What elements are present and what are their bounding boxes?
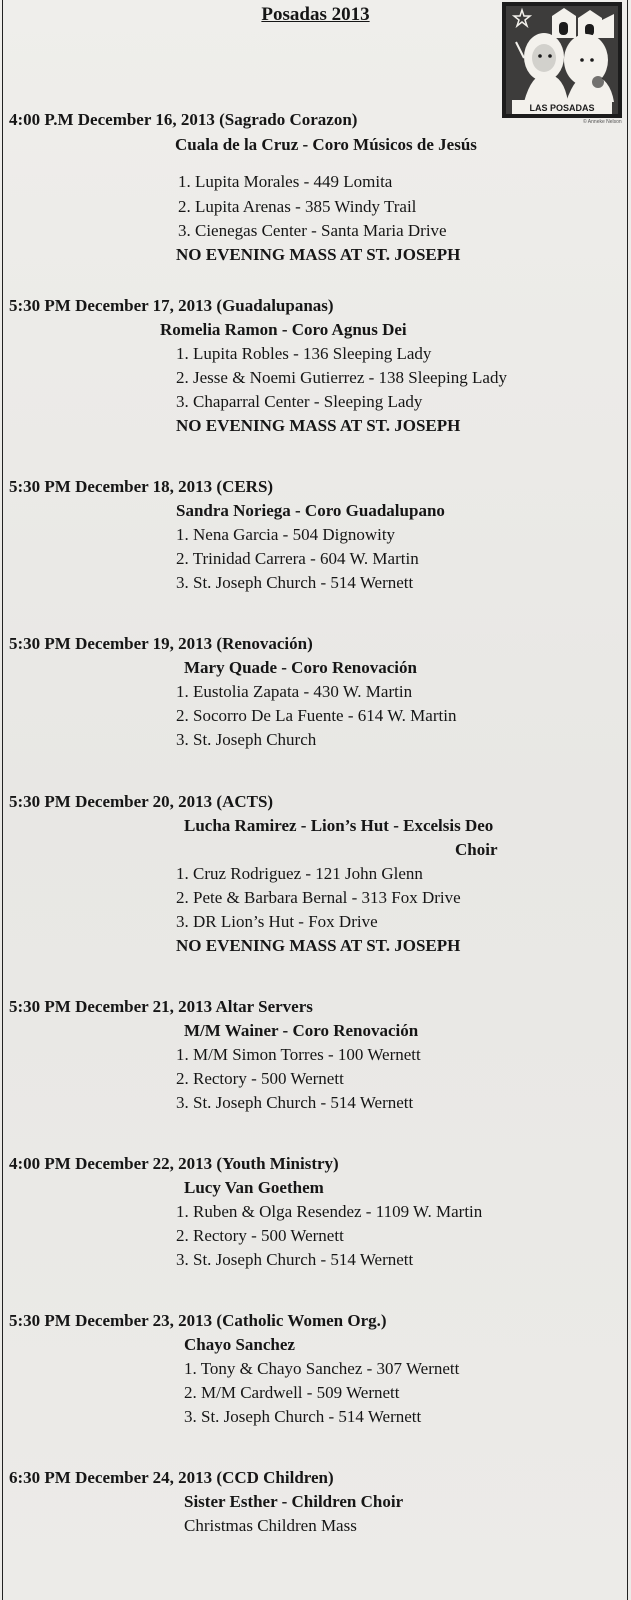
event-stop: 1. Nena Garcia - 504 Dignowity: [176, 525, 396, 544]
event-stop: 1. Lupita Morales - 449 Lomita: [178, 172, 393, 191]
logo-text: LAS POSADAS: [529, 103, 595, 113]
event-stop: 3. Cienegas Center - Santa Maria Drive: [178, 221, 447, 240]
event-heading: 5:30 PM December 20, 2013 (ACTS): [9, 792, 274, 811]
event-stop: 2. Jesse & Noemi Gutierrez - 138 Sleeping Lady: [176, 368, 507, 387]
event-leader: Romelia Ramon - Coro Agnus Dei: [160, 320, 407, 339]
event-stop: 3. Chaparral Center - Sleeping Lady: [176, 392, 423, 411]
event-leader: Sandra Noriega - Coro Guadalupano: [176, 501, 445, 520]
event-heading: 5:30 PM December 19, 2013 (Renovación): [9, 634, 313, 653]
event-stop: 1. Lupita Robles - 136 Sleeping Lady: [176, 344, 432, 363]
event-leader: Sister Esther - Children Choir: [184, 1492, 404, 1511]
event-heading: 4:00 PM December 22, 2013 (Youth Ministry): [9, 1154, 339, 1173]
event-heading: 5:30 PM December 18, 2013 (CERS): [9, 477, 274, 496]
event-heading: 4:00 P.M December 16, 2013 (Sagrado Corazon): [9, 110, 358, 129]
event-stop: 1. M/M Simon Torres - 100 Wernett: [176, 1045, 421, 1064]
logo-credit: © Anneke Nelson: [583, 119, 622, 125]
event-heading: 5:30 PM December 21, 2013 Altar Servers: [9, 997, 313, 1016]
event-stop: 3. DR Lion’s Hut - Fox Drive: [176, 912, 378, 931]
event-stop: Christmas Children Mass: [184, 1516, 357, 1535]
event-stop: 3. St. Joseph Church - 514 Wernett: [176, 1093, 414, 1112]
event-heading: 6:30 PM December 24, 2013 (CCD Children): [9, 1468, 334, 1487]
event-stop: 1. Cruz Rodriguez - 121 John Glenn: [176, 864, 423, 883]
event-stop: 2. Rectory - 500 Wernett: [176, 1069, 344, 1088]
event-stop: 1. Ruben & Olga Resendez - 1109 W. Martin: [176, 1202, 483, 1221]
event-note: NO EVENING MASS AT ST. JOSEPH: [176, 245, 461, 264]
page-title: Posadas 2013: [261, 4, 370, 25]
event-stop: 2. Rectory - 500 Wernett: [176, 1226, 344, 1245]
event-stop: 2. Lupita Arenas - 385 Windy Trail: [178, 197, 417, 216]
event-leader: Lucha Ramirez - Lion’s Hut - Excelsis Deo: [184, 816, 494, 835]
event-heading: 5:30 PM December 23, 2013 (Catholic Women Org.): [9, 1311, 387, 1330]
event-stop: 3. St. Joseph Church - 514 Wernett: [184, 1407, 422, 1426]
event-note: NO EVENING MASS AT ST. JOSEPH: [176, 416, 461, 435]
event-stop: 2. Socorro De La Fuente - 614 W. Martin: [176, 706, 457, 725]
las-posadas-logo: [502, 2, 622, 118]
event-note: NO EVENING MASS AT ST. JOSEPH: [176, 936, 461, 955]
event-stop: 2. M/M Cardwell - 509 Wernett: [184, 1383, 400, 1402]
event-leader-continued: Choir: [455, 840, 498, 859]
event-leader: Cuala de la Cruz - Coro Músicos de Jesús: [175, 135, 477, 154]
event-stop: 3. St. Joseph Church: [176, 730, 317, 749]
event-stop: 2. Trinidad Carrera - 604 W. Martin: [176, 549, 419, 568]
event-stop: 2. Pete & Barbara Bernal - 313 Fox Drive: [176, 888, 461, 907]
event-leader: Mary Quade - Coro Renovación: [184, 658, 417, 677]
event-leader: Lucy Van Goethem: [184, 1178, 324, 1197]
event-leader: M/M Wainer - Coro Renovación: [184, 1021, 419, 1040]
event-heading: 5:30 PM December 17, 2013 (Guadalupanas): [9, 296, 334, 315]
event-stop: 1. Eustolia Zapata - 430 W. Martin: [176, 682, 413, 701]
event-stop: 3. St. Joseph Church - 514 Wernett: [176, 1250, 414, 1269]
event-stop: 3. St. Joseph Church - 514 Wernett: [176, 573, 414, 592]
event-leader: Chayo Sanchez: [184, 1335, 295, 1354]
event-stop: 1. Tony & Chayo Sanchez - 307 Wernett: [184, 1359, 460, 1378]
